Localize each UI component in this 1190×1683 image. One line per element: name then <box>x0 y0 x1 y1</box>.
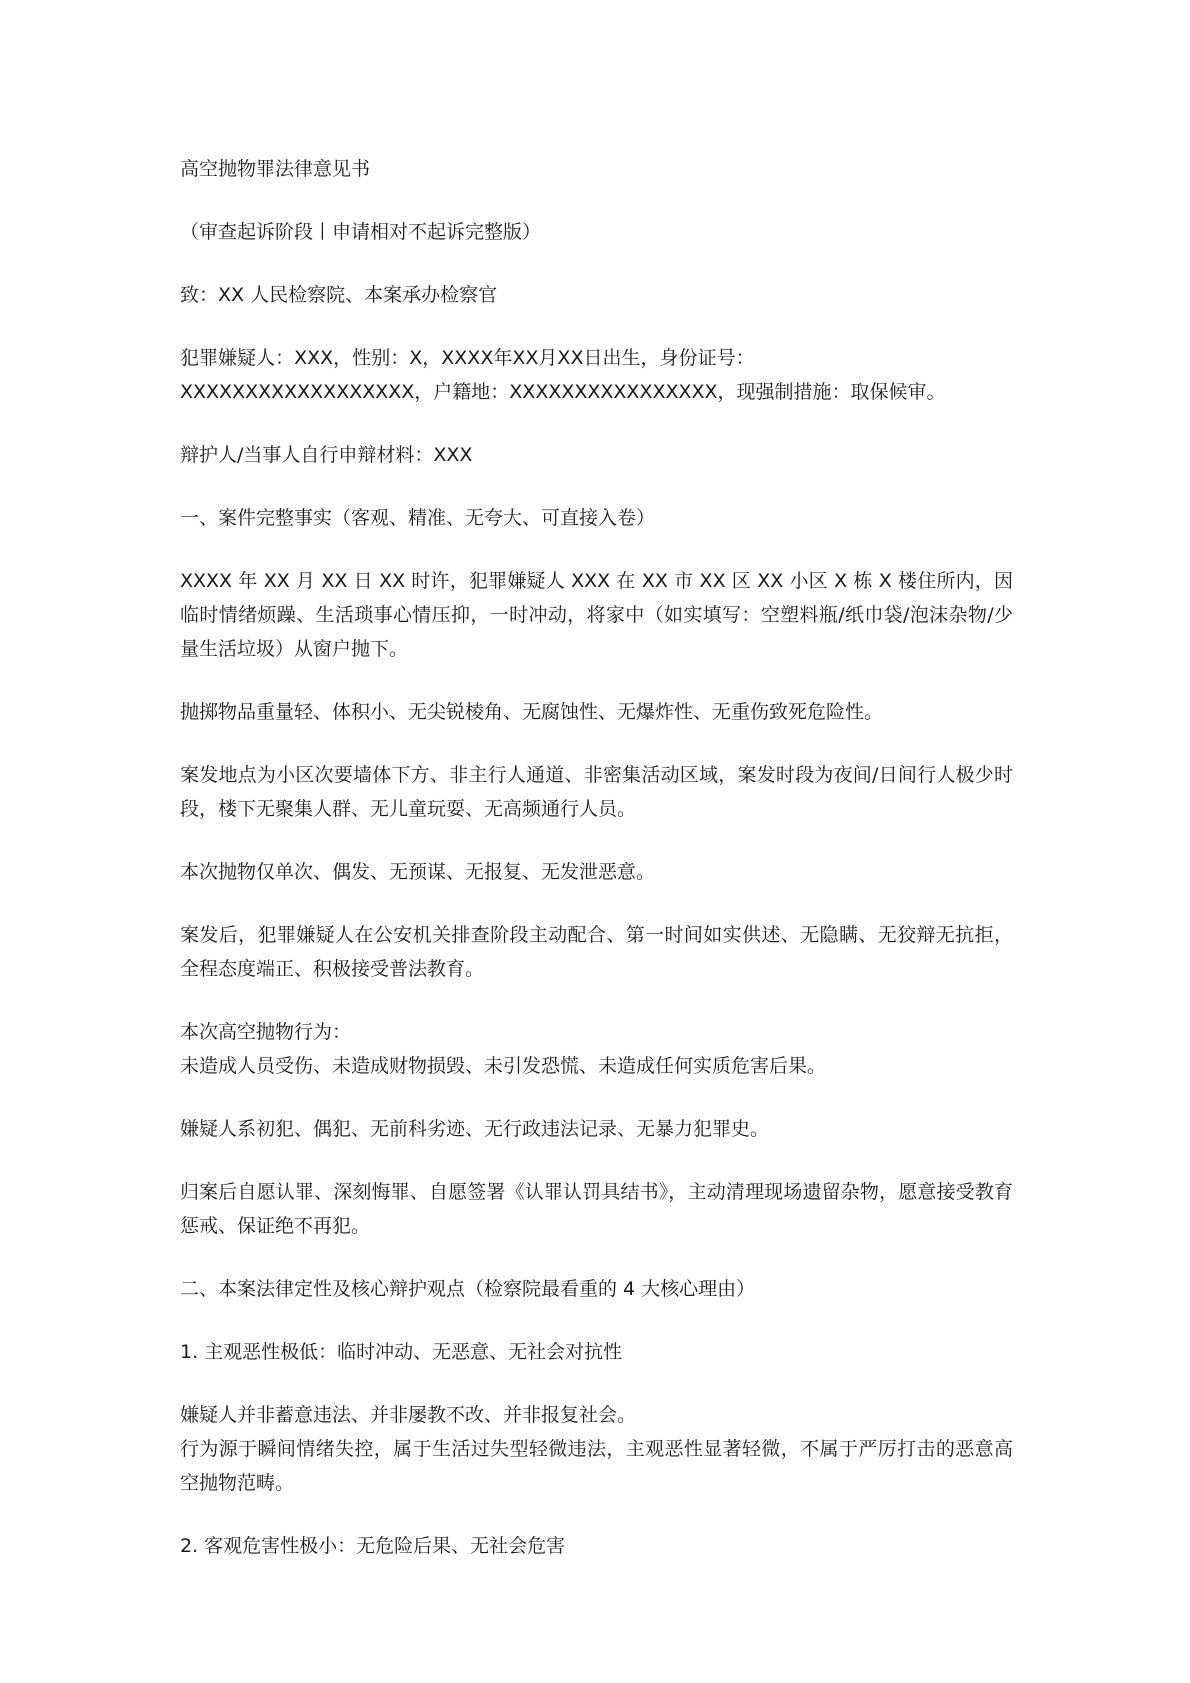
suspect-info-token: 年 <box>493 347 513 369</box>
suspect-info-token: ： <box>735 347 755 369</box>
suspect-info-token: 疑 <box>237 347 257 369</box>
suspect-info-token: ， <box>640 347 660 369</box>
facts-paragraph-8: 归案后自愿认罪、深刻悔罪、自愿签署《认罪认罚具结书》，主动清理现场遗留杂物，愿意接受教育惩戒、保证绝不再犯。 <box>180 1181 1013 1237</box>
section-1-heading: 一、案件完整事实（客观、精准、无夸大、可直接入卷） <box>180 507 656 529</box>
suspect-info-line-1 <box>180 341 1013 375</box>
facts-paragraph-6-line-2: 未造成人员受伤、未造成财物损毁、未引发恐慌、未造成任何实质危害后果。 <box>180 1055 827 1077</box>
suspect-info-token: XX <box>512 347 539 369</box>
point-1-body-line-1: 嫌疑人并非蓄意违法、并非屡教不改、并非报复社会。 <box>180 1404 637 1426</box>
suspect-info-line-2: XXXXXXXXXXXXXXXXXX，户籍地：XXXXXXXXXXXXXXXX，现强制措施：取保候审。 <box>180 381 946 403</box>
suspect-info-token: 犯 <box>180 347 200 369</box>
point-1-body <box>180 1398 1013 1500</box>
suspect-info-token: XXXX <box>441 347 494 369</box>
suspect-info-token: 日 <box>583 347 603 369</box>
suspect-info-token: 份 <box>678 347 698 369</box>
suspect-info-token: 嫌 <box>218 347 238 369</box>
document-subtitle: （审查起诉阶段丨申请相对不起诉完整版） <box>180 221 542 243</box>
document-title: 高空抛物罪法律意见书 <box>180 158 371 180</box>
suspect-info-token: 别 <box>371 347 391 369</box>
suspect-info-token: XXX <box>294 347 334 369</box>
suspect-info-token: 证 <box>697 347 717 369</box>
facts-paragraph-4: 本次抛物仅单次、偶发、无预谋、无报复、无发泄恶意。 <box>180 861 656 883</box>
suspect-info-token: ： <box>390 347 410 369</box>
point-2-heading: 2. 客观危害性极小：无危险后果、无社会危害 <box>180 1535 566 1557</box>
suspect-info-token: 人 <box>256 347 276 369</box>
facts-paragraph-3: 案发地点为小区次要墙体下方、非主行人通道、非密集活动区域，案发时段为夜间/日间行人极少时段，楼下无聚集人群、无儿童玩耍、无高频通行人员。 <box>180 764 1013 820</box>
facts-paragraph-1: XXXX 年 XX 月 XX 日 XX 时许，犯罪嫌疑人 XXX 在 XX 市 XX 区 XX 小区 X 栋 X 楼住所内，因临时情绪烦躁、生活琐事心情压抑，一时冲动，将家中（如实填写：空塑料瓶/纸巾袋/泡沫杂物/少量生活垃圾）从窗户抛下。 <box>180 570 1013 660</box>
point-1-body-line-2: 行为源于瞬间情绪失控，属于生活过失型轻微违法，主观恶性显著轻微，不属于严厉打击的恶意高空抛物范畴。 <box>180 1438 1013 1494</box>
suspect-info-token: 月 <box>538 347 558 369</box>
facts-paragraph-2: 抛掷物品重量轻、体积小、无尖锐棱角、无腐蚀性、无爆炸性、无重伤致死危险性。 <box>180 701 884 723</box>
suspect-info-token: 号 <box>716 347 736 369</box>
suspect-info-token: 身 <box>659 347 679 369</box>
facts-paragraph-6-line-1: 本次高空抛物行为： <box>180 1021 352 1043</box>
suspect-info-token: X <box>409 347 423 369</box>
suspect-info-token: 生 <box>621 347 641 369</box>
suspect-info-token: ： <box>275 347 295 369</box>
facts-paragraph-5: 案发后，犯罪嫌疑人在公安机关排查阶段主动配合、第一时间如实供述、无隐瞒、无狡辩无抗拒，全程态度端正、积极接受普法教育。 <box>180 924 1013 980</box>
suspect-info-token: 出 <box>602 347 622 369</box>
facts-paragraph-6 <box>180 1015 1013 1083</box>
facts-paragraph-7: 嫌疑人系初犯、偶犯、无前科劣迹、无行政违法记录、无暴力犯罪史。 <box>180 1118 770 1140</box>
suspect-info-token: ， <box>333 347 353 369</box>
point-1-heading: 1. 主观恶性极低：临时冲动、无恶意、无社会对抗性 <box>180 1341 623 1363</box>
suspect-info-token: 罪 <box>199 347 219 369</box>
suspect-info <box>180 341 1013 409</box>
addressee: 致：XX 人民检察院、本案承办检察官 <box>180 284 498 306</box>
document-body <box>180 152 1013 1592</box>
suspect-info-token: 性 <box>352 347 372 369</box>
defender-line: 辩护人/当事人自行申辩材料：XXX <box>180 444 473 466</box>
suspect-info-token: XX <box>557 347 584 369</box>
suspect-info-token: ， <box>422 347 442 369</box>
section-2-heading: 二、本案法律定性及核心辩护观点（检察院最看重的 4 大核心理由） <box>180 1278 756 1300</box>
